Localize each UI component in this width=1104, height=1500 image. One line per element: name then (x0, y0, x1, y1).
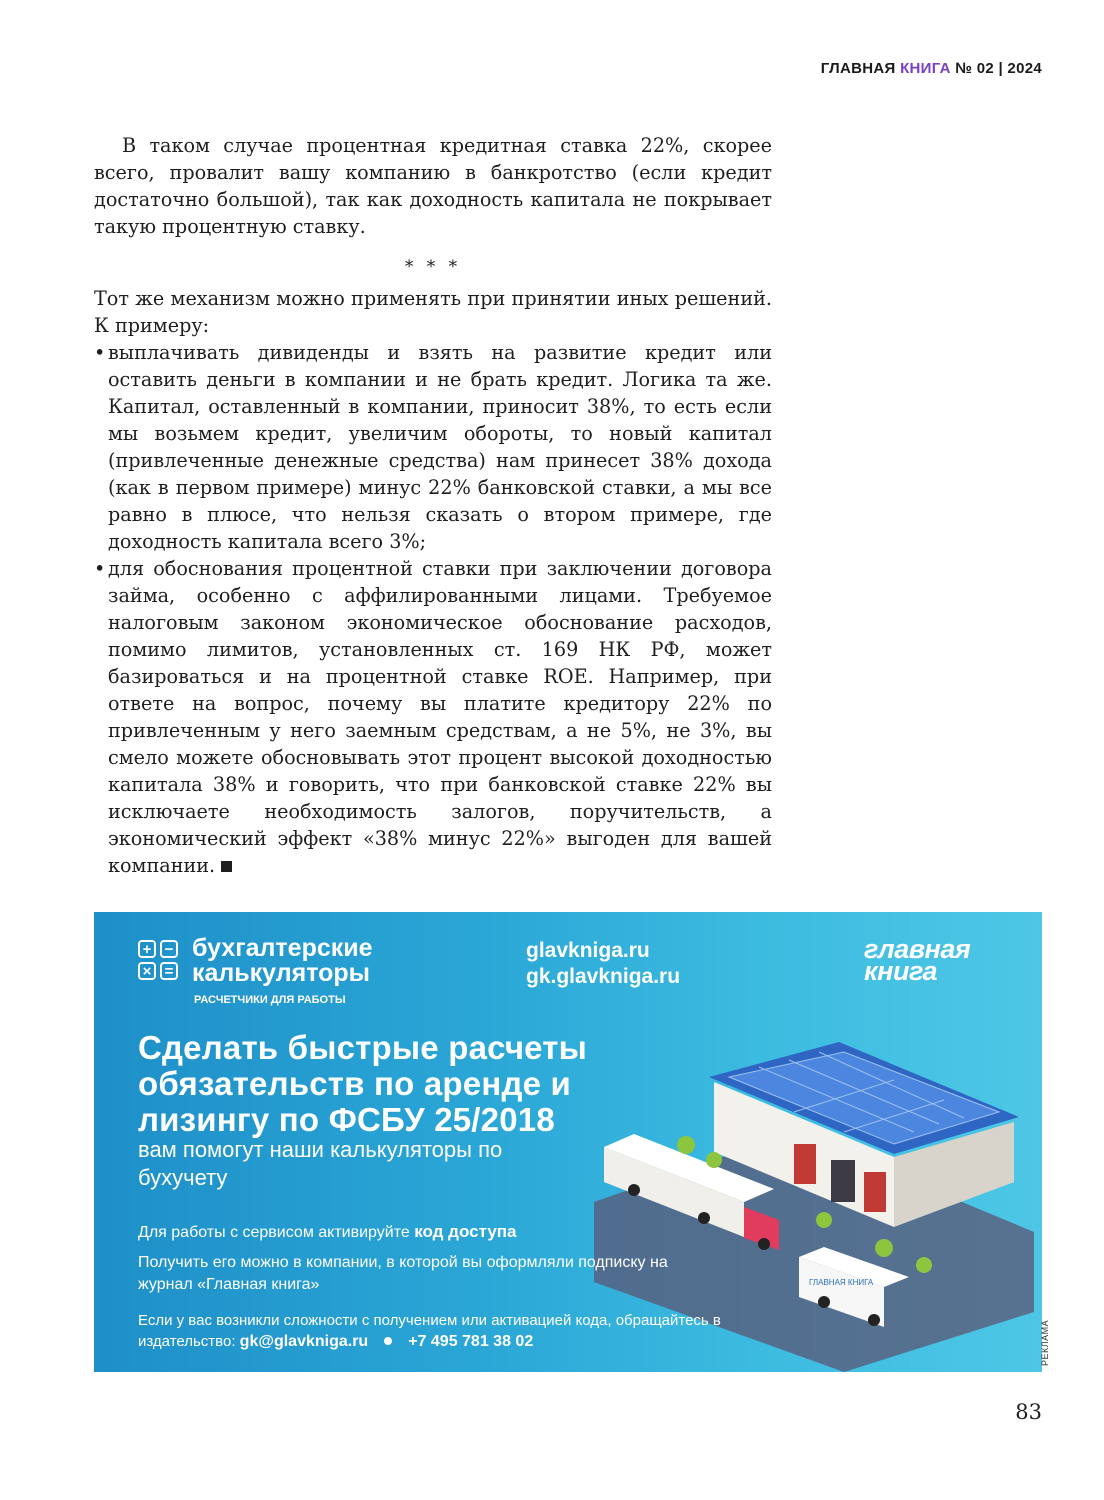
shrub (816, 1212, 832, 1228)
list-item-text: выплачивать дивиденды и взять на развитие кредит или оставить деньги в компании и не брать кредит. Логика та же. Капитал, оставленный в компании, приносит 38%, то есть если мы возьмем кредит, увеличим обороты, то новый капитал (привлеченные денежные средства) нам принесет 38% дохода (как в первом примере) минус 22% банковской ставки, а мы все равно в плюсе, что нельзя сказать о втором примере, где доходность капитала всего 3%; (108, 341, 772, 553)
warehouse-door (864, 1172, 886, 1212)
logo-line-2: книга (864, 956, 938, 986)
advertisement-label: РЕКЛАМА (1040, 1319, 1050, 1366)
calculators-subtitle: РАСЧЕТЧИКИ ДЛЯ РАБОТЫ (194, 994, 346, 1006)
page-number: 83 (1015, 1400, 1042, 1424)
minus-icon: − (160, 940, 178, 958)
article-bullet-list (94, 339, 772, 879)
article-body (94, 132, 772, 879)
activation-text (138, 1222, 698, 1242)
wheel (698, 1212, 710, 1224)
end-of-article-icon (221, 861, 232, 872)
website-link[interactable]: gk.glavkniga.ru (526, 965, 681, 988)
wheel (628, 1184, 640, 1196)
list-item (94, 339, 772, 555)
website-link[interactable]: glavkniga.ru (526, 939, 650, 962)
ad-subheadline: вам помогут наши калькуляторы по бухучету (138, 1137, 503, 1190)
wheel (868, 1314, 880, 1326)
issue-number: № 02 | 2024 (955, 60, 1042, 77)
multiply-icon: × (138, 962, 156, 980)
list-item (94, 555, 772, 879)
calculators-title: бухгалтерские калькуляторы (192, 934, 373, 987)
shrub (875, 1239, 893, 1257)
van-label: ГЛАВНАЯ КНИГА (809, 1278, 874, 1287)
ad-headline: Сделать быстрые расчеты обязательств по аренде и лизингу по ФСБУ 25/2018 (138, 1029, 588, 1138)
article-paragraph-2: Тот же механизм можно применять при принятии иных решений. К примеру: (94, 287, 772, 337)
list-item-text: для обоснования процентной ставки при заключении договора займа, особенно с аффилированными лицами. Требуемое налоговым законом экономическое обоснование расходов, помимо лимитов, установленных ст. 169 НК РФ, может базироваться и на процентной ставке ROE. Например, при ответе на вопрос, почему вы платите кредитору 22% по привлеченным у него заемным средствам, а не 5%, не 3%, вы смело можете обосновывать этот процент высокой доходностью капитала 38% и говорить, что при банковской ставке 22% вы исключаете необходимость залогов, поручительств, а экономический эффект «38% минус 22%» выгоден для вашей компании. (108, 557, 772, 877)
wheel (758, 1238, 770, 1250)
bullet-icon: • (94, 341, 106, 364)
magazine-brand-main: ГЛАВНАЯ (820, 60, 896, 77)
shrub (706, 1152, 722, 1168)
glavnaya-kniga-logo (864, 934, 1009, 986)
bullet-icon: • (94, 557, 106, 580)
contact-text: Если у вас возникли сложности с получением или активацией кода, обращайтесь в издательство: (138, 1312, 721, 1350)
equals-icon: = (160, 962, 178, 980)
contact-info (138, 1310, 758, 1352)
advertisement-banner[interactable] (94, 912, 1042, 1372)
shrub (677, 1136, 695, 1154)
email-link[interactable]: gk@glavkniga.ru (239, 1333, 369, 1350)
obtain-code-text: Получить его можно в компании, в которой вы оформляли подписку на журнал «Главная книга» (138, 1254, 668, 1293)
calculator-icon (138, 940, 178, 980)
separator-dot-icon (384, 1337, 392, 1345)
activation-label: Для работы с сервисом активируйте (138, 1224, 410, 1241)
section-separator: * * * (404, 257, 462, 277)
phone-number[interactable]: +7 495 781 38 02 (408, 1333, 534, 1350)
warehouse-door (794, 1144, 816, 1184)
warehouse-gate (831, 1160, 855, 1202)
running-head (821, 60, 1042, 77)
wheel (818, 1296, 830, 1308)
plus-icon: + (138, 940, 156, 958)
access-code-label: код доступа (414, 1222, 517, 1241)
magazine-brand-accent: КНИГА (900, 60, 951, 77)
article-paragraph-1: В таком случае процентная кредитная ставка 22%, скорее всего, провалит вашу компанию в банкротство (если кредит достаточно большой), так как доходность капитала не покрывает такую процентную ставку. (94, 134, 772, 238)
logo-line-1: главная (864, 934, 971, 964)
shrub (916, 1257, 932, 1273)
